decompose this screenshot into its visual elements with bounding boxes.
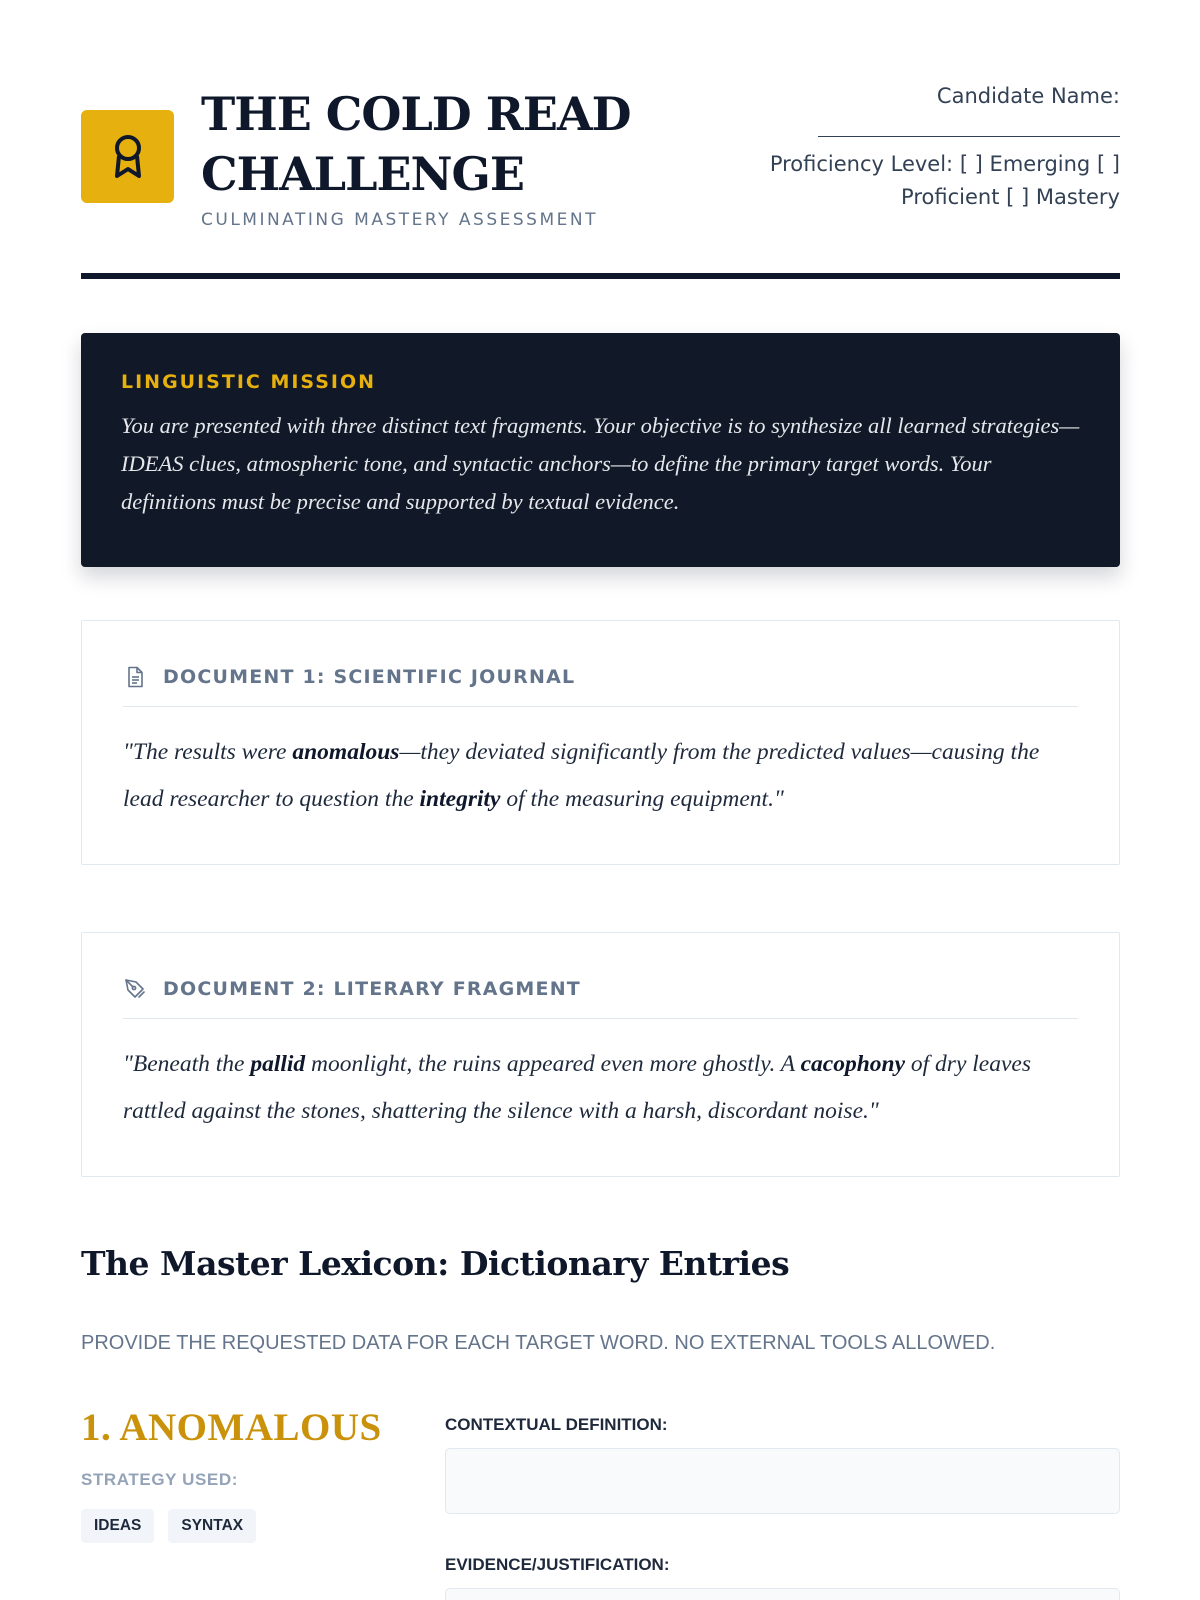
- text-segment: of the measuring equipment.": [500, 786, 784, 812]
- award-ribbon-icon: [108, 132, 148, 182]
- document-card-1: [81, 620, 1120, 865]
- lexicon-title: The Master Lexicon: Dictionary Entries: [81, 1244, 790, 1283]
- target-word-anomalous: anomalous: [292, 739, 400, 765]
- document-card-2: [81, 932, 1120, 1177]
- text-segment: of dry leaves rattled against the stones, shattering the silence with a harsh, discordant noise.": [123, 1051, 1031, 1124]
- title-line-1: THE COLD READ: [201, 87, 631, 141]
- worksheet-page: [81, 0, 1120, 1574]
- target-word-pallid: pallid: [250, 1051, 306, 1077]
- candidate-name-field[interactable]: [818, 136, 1120, 137]
- page-subtitle: CULMINATING MASTERY ASSESSMENT: [201, 210, 598, 230]
- mission-label: LINGUISTIC MISSION: [121, 371, 377, 393]
- page-title: [201, 84, 631, 204]
- text-segment: —they deviated significantly from the predicted values—causing the lead researcher to question the: [123, 739, 1040, 812]
- text-segment: "The results were: [123, 739, 293, 765]
- title-line-2: CHALLENGE: [201, 147, 524, 201]
- badge: [81, 110, 174, 203]
- document-header: [123, 971, 1078, 1019]
- header: [81, 0, 1120, 280]
- document-icon: [123, 665, 147, 689]
- text-segment: moonlight, the ruins appeared even more ghostly. A: [305, 1051, 801, 1077]
- document-header: [123, 659, 1078, 707]
- evidence-label: EVIDENCE/JUSTIFICATION:: [445, 1555, 670, 1574]
- pen-nib-icon: [123, 977, 147, 1001]
- mission-panel: [81, 333, 1120, 567]
- entry-word: 1. ANOMALOUS: [81, 1406, 382, 1449]
- mission-text: You are presented with three distinct text fragments. Your objective is to synthesize all learned strategies—IDEAS clues, atmospheric tone, and syntactic anchors—to define the primary target words. Your definitions must be precise and supported by textual evidence.: [121, 413, 1080, 514]
- proficiency-line-2[interactable]: Proficient [ ] Mastery: [901, 185, 1120, 209]
- definition-field[interactable]: [445, 1448, 1120, 1514]
- candidate-name-label: Candidate Name:: [936, 84, 1120, 108]
- evidence-field[interactable]: [445, 1588, 1120, 1600]
- header-divider: [81, 273, 1120, 279]
- target-word-integrity: integrity: [419, 786, 501, 812]
- document-text: [123, 729, 1078, 823]
- document-title: DOCUMENT 1: SCIENTIFIC JOURNAL: [163, 665, 576, 688]
- proficiency-line-1[interactable]: Proficiency Level: [ ] Emerging [ ]: [769, 152, 1120, 176]
- text-segment: "Beneath the: [123, 1051, 251, 1077]
- strategy-tag-ideas[interactable]: IDEAS: [81, 1509, 154, 1543]
- definition-label: CONTEXTUAL DEFINITION:: [445, 1415, 668, 1434]
- lexicon-instructions: PROVIDE THE REQUESTED DATA FOR EACH TARGET WORD. NO EXTERNAL TOOLS ALLOWED.: [81, 1332, 996, 1354]
- proficiency-level: [700, 148, 1120, 214]
- strategy-tags: [81, 1509, 256, 1543]
- strategy-tag-syntax[interactable]: SYNTAX: [168, 1509, 256, 1543]
- strategy-label: STRATEGY USED:: [81, 1470, 239, 1489]
- document-text: [123, 1041, 1078, 1135]
- target-word-cacophony: cacophony: [800, 1051, 906, 1077]
- document-title: DOCUMENT 2: LITERARY FRAGMENT: [163, 977, 581, 1000]
